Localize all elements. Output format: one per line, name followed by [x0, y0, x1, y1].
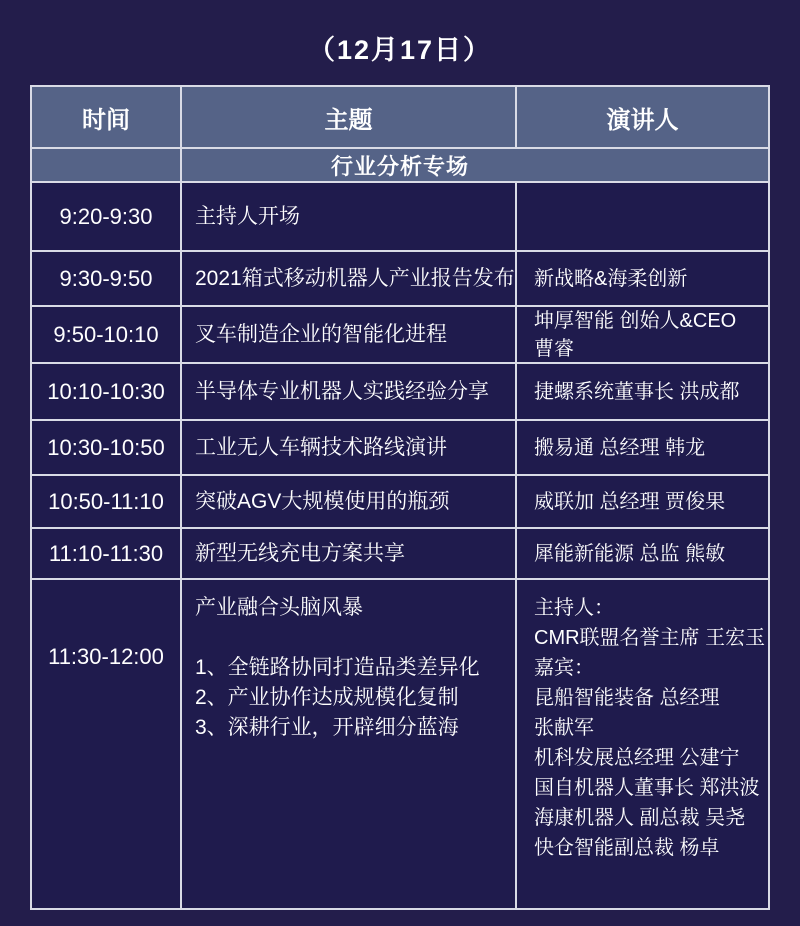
topic-cell: [182, 580, 517, 908]
text-line: 机科发展总经理 公建宁: [534, 747, 740, 769]
text-line: 犀能新能源 总监 熊敏: [534, 542, 726, 565]
speaker-cell: [517, 421, 768, 474]
speaker-cell: [517, 476, 768, 527]
time-cell: 10:10-10:30: [32, 364, 182, 419]
time-cell: 11:10-11:30: [32, 529, 182, 578]
text-line: 1、全链路协同打造品类差异化: [195, 656, 480, 679]
table-row: [32, 529, 768, 580]
text-line: 突破AGV大规模使用的瓶颈: [195, 489, 450, 513]
text-line: 搬易通 总经理 韩龙: [534, 436, 706, 459]
text-line: 主持人：: [534, 597, 614, 619]
topic-cell: [182, 421, 517, 474]
text-line: 国自机器人董事长 郑洪波: [534, 777, 760, 799]
speaker-cell: [517, 307, 768, 362]
text-line: 昆船智能装备 总经理: [534, 687, 720, 709]
topic-cell: [182, 183, 517, 250]
text-line: 叉车制造企业的智能化进程: [195, 322, 447, 346]
topic-cell: [182, 529, 517, 578]
table-header-row: [32, 87, 768, 149]
text-line: 捷螺系统董事长 洪成都: [534, 380, 740, 403]
table-row: [32, 421, 768, 476]
session-banner-empty-cell: [32, 149, 182, 181]
time-cell: 10:50-11:10: [32, 476, 182, 527]
time-cell: 9:20-9:30: [32, 183, 182, 250]
time-cell: 9:30-9:50: [32, 252, 182, 305]
text-line: 快仓智能副总裁 杨卓: [534, 837, 720, 859]
time-cell: 10:30-10:50: [32, 421, 182, 474]
text-line: 海康机器人 副总裁 吴尧: [534, 807, 746, 829]
text-line: 曹睿: [534, 337, 574, 360]
table-row: [32, 252, 768, 307]
text-line: 坤厚智能 创始人&CEO: [534, 309, 737, 332]
time-cell: 9:50-10:10: [32, 307, 182, 362]
speaker-cell: [517, 183, 768, 250]
table-row: [32, 307, 768, 364]
text-line: 新型无线充电方案共享: [195, 541, 405, 565]
page-title: （12月17日）: [307, 35, 493, 65]
text-line: 嘉宾：: [534, 657, 594, 679]
text-line: 2、产业协作达成规模化复制: [195, 686, 459, 709]
text-line: 威联加 总经理 贾俊果: [534, 490, 726, 513]
column-header-time: 时间: [32, 87, 182, 147]
text-line: CMR联盟名誉主席 王宏玉: [534, 627, 766, 649]
text-line: 新战略&海柔创新: [534, 267, 688, 290]
table-row: [32, 364, 768, 421]
session-banner-row: [32, 149, 768, 183]
topic-cell: [182, 307, 517, 362]
text-line: 2021箱式移动机器人产业报告发布: [195, 266, 515, 290]
speaker-cell: [517, 252, 768, 305]
time-cell: 11:30-12:00: [32, 580, 182, 908]
column-header-speaker: 演讲人: [606, 106, 679, 134]
topic-cell: [182, 252, 517, 305]
schedule-table: [30, 85, 770, 910]
text-line: [195, 623, 201, 653]
speaker-cell: [517, 529, 768, 578]
table-row: [32, 183, 768, 252]
session-banner-merged-cell: [182, 149, 768, 181]
topic-cell: [182, 476, 517, 527]
text-line: 产业融合头脑风暴: [195, 596, 363, 619]
text-line: 3、深耕行业，开辟细分蓝海: [195, 716, 459, 739]
speaker-cell: [517, 364, 768, 419]
session-banner-title: 行业分析专场: [330, 153, 469, 179]
text-line: 张献军: [534, 717, 594, 739]
text-line: 半导体专业机器人实践经验分享: [195, 379, 489, 403]
table-row: [32, 476, 768, 529]
table-row: [32, 580, 768, 908]
speaker-cell: [517, 580, 768, 908]
topic-cell: [182, 364, 517, 419]
column-header-topic: 主题: [182, 87, 517, 147]
text-line: 主持人开场: [195, 204, 300, 228]
text-line: 工业无人车辆技术路线演讲: [195, 435, 447, 459]
